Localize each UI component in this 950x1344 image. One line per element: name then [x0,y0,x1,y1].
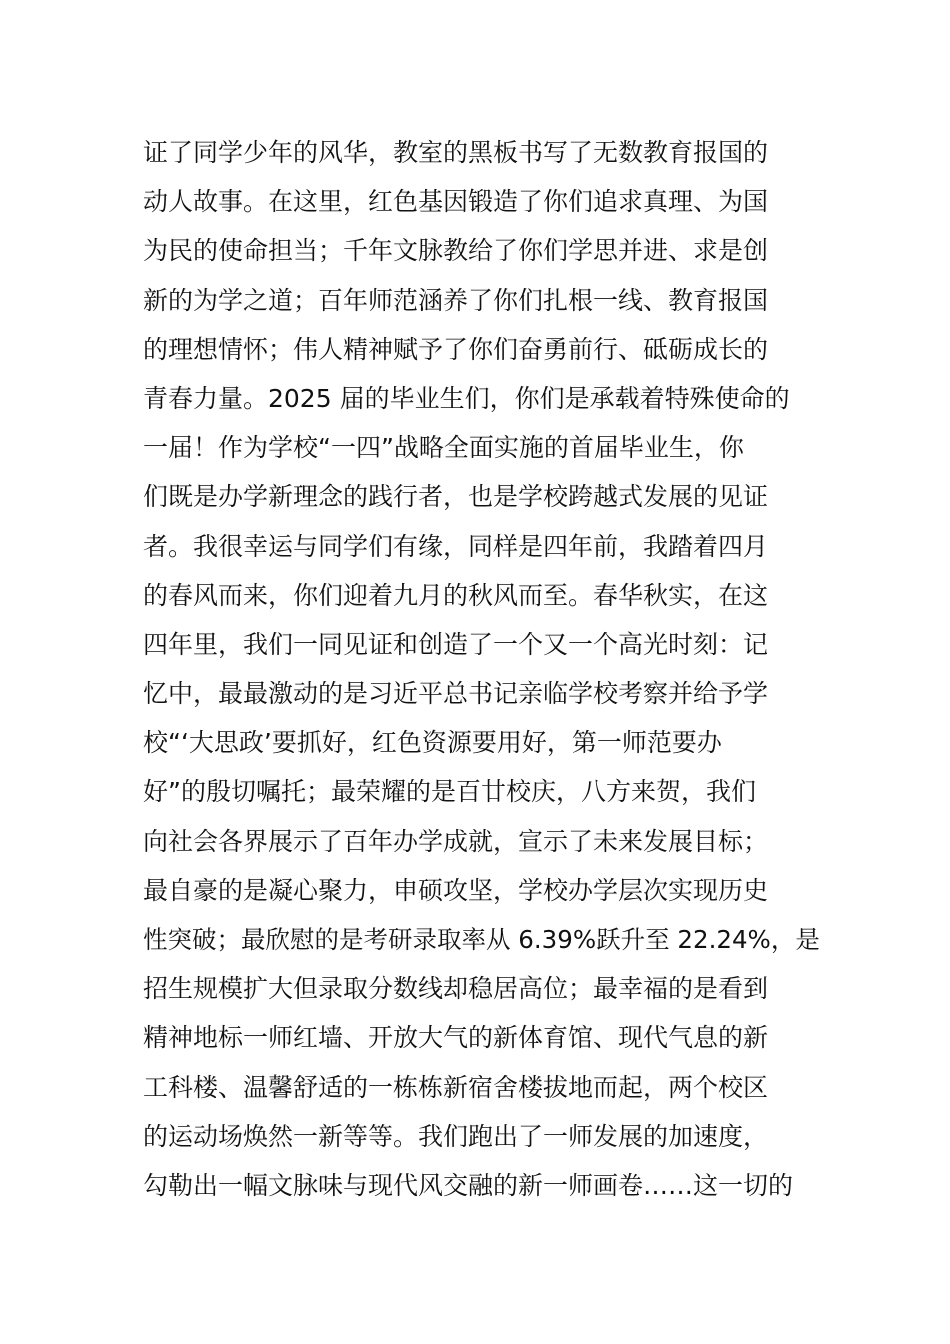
text-line: 新的为学之道；百年师范涵养了你们扎根一线、教育报国 [143,285,769,315]
text-line: 工科楼、温馨舒适的一栋栋新宿舍楼拔地而起，两个校区 [143,1072,769,1102]
text-line: 向社会各界展示了百年办学成就，宣示了未来发展目标； [143,826,769,856]
text-line: 证了同学少年的风华，教室的黑板书写了无数教育报国的 [143,138,769,167]
text-line: 招生规模扩大但录取分数线却稳居高位；最幸福的是看到 [143,974,769,1004]
body-paragraph [143,128,823,1210]
text-line: 好”的殷切嘱托；最荣耀的是百廿校庆，八方来贺，我们 [143,777,756,807]
text-line: 为民的使命担当；千年文脉教给了你们学思并进、求是创 [143,236,769,266]
text-line: 最自豪的是凝心聚力，申硕攻坚，学校办学层次实现历史 [143,875,769,905]
text-line: 的运动场焕然一新等等。我们跑出了一师发展的加速度， [143,1121,769,1151]
text-line: 性突破；最欣慰的是考研录取率从 6.39%跃升至 22.24%，是 [143,925,820,954]
text-line: 四年里，我们一同见证和创造了一个又一个高光时刻：记 [143,629,769,659]
text-line: 精神地标一师红墙、开放大气的新体育馆、现代气息的新 [143,1023,769,1053]
text-line: 校“‘大思政’要抓好，红色资源要用好，第一师范要办 [143,728,722,758]
text-line: 一届！作为学校“一四”战略全面实施的首届毕业生，你 [143,433,744,463]
text-line: 勾勒出一幅文脉味与现代风交融的新一师画卷……这一切的 [143,1170,794,1200]
text-line: 的春风而来，你们迎着九月的秋风而至。春华秋实，在这 [143,580,769,610]
text-line: 青春力量。2025 届的毕业生们，你们是承载着特殊使命的 [143,383,790,413]
text-line: 动人故事。在这里，红色基因锻造了你们追求真理、为国 [143,187,769,217]
text-line: 们既是办学新理念的践行者，也是学校跨越式发展的见证 [143,482,769,512]
text-line: 者。我很幸运与同学们有缘，同样是四年前，我踏着四月 [143,531,769,561]
text-line: 的理想情怀；伟人精神赋予了你们奋勇前行、砥砺成长的 [143,334,769,364]
text-line: 忆中，最最激动的是习近平总书记亲临学校考察并给予学 [143,679,769,709]
